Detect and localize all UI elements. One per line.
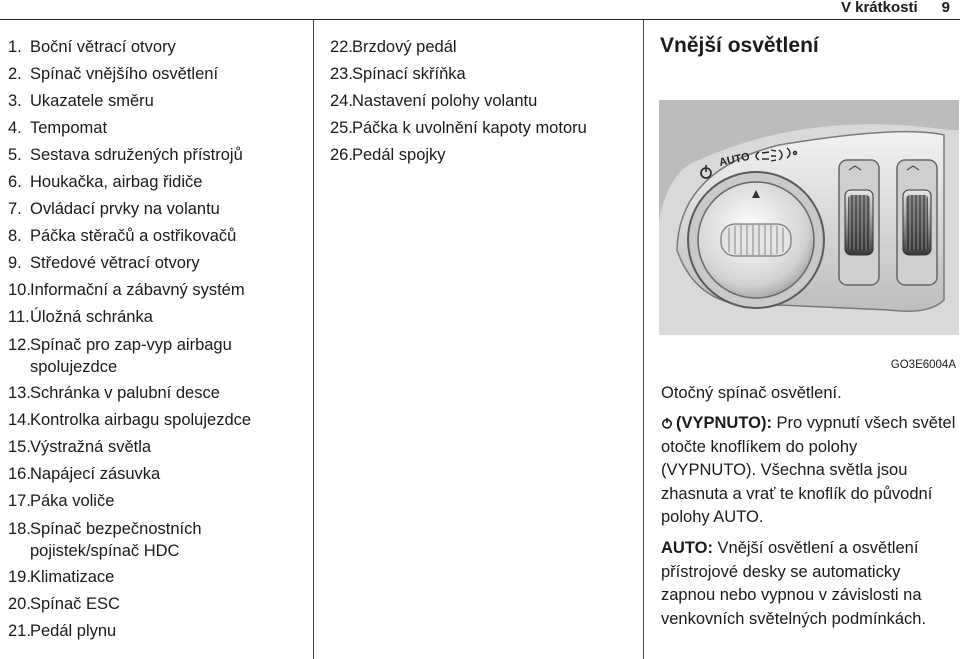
item-number: 22. (330, 38, 353, 56)
item-text: Klimatizace (30, 568, 115, 586)
figure-code: GO3E6004A (890, 359, 956, 371)
item-text: Informační a zábavný systém (30, 281, 245, 299)
item-number: 18. (8, 520, 31, 538)
item-text: Ovládací prvky na volantu (30, 200, 220, 218)
running-header (841, 0, 950, 16)
item-number: 23. (330, 65, 353, 83)
item-number: 4. (8, 119, 22, 137)
power-icon (661, 417, 673, 429)
item-number: 21. (8, 622, 31, 640)
item-text: Napájecí zásuvka (30, 465, 161, 483)
item-number: 12. (8, 336, 31, 354)
list-item (8, 488, 308, 515)
item-text: Spínač vnějšího osvětlení (30, 65, 219, 83)
item-text: Spínač pro zap-vyp airbagu spolujezdce (30, 336, 232, 376)
item-text: Tempomat (30, 119, 108, 137)
list-item (8, 61, 308, 88)
item-number: 26. (330, 146, 353, 164)
item-text: Pedál spojky (352, 146, 446, 164)
column-divider (313, 20, 314, 659)
list-item (8, 331, 308, 380)
item-number: 3. (8, 92, 22, 110)
section-name: V krátkosti (840, 0, 918, 16)
column-divider (643, 20, 644, 659)
item-number: 8. (8, 227, 22, 245)
list-item (8, 461, 308, 488)
list-item (8, 434, 308, 461)
auto-label: AUTO: (661, 539, 713, 557)
list-item (330, 88, 635, 115)
item-number: 17. (8, 492, 31, 510)
component-list-left (8, 34, 308, 645)
light-switch-illustration (659, 100, 959, 375)
list-item (8, 407, 308, 434)
list-item (8, 564, 308, 591)
page-number: 9 (941, 0, 950, 16)
item-number: 25. (330, 119, 353, 137)
item-number: 15. (8, 438, 31, 456)
item-number: 5. (8, 146, 22, 164)
item-number: 20. (8, 595, 31, 613)
list-item (8, 515, 308, 564)
list-item (8, 250, 308, 277)
list-item (8, 115, 308, 142)
figure-caption: Otočný spínač osvětlení. (661, 384, 842, 402)
list-item (330, 115, 635, 142)
list-item (8, 196, 308, 223)
item-text: Páka voliče (30, 492, 115, 510)
item-text: Kontrolka airbagu spolujezdce (30, 411, 252, 429)
item-text: Výstražná světla (30, 438, 152, 456)
list-item (8, 277, 308, 304)
item-number: 19. (8, 568, 31, 586)
component-list-middle (330, 34, 635, 169)
item-number: 11. (8, 308, 30, 326)
item-text: Úložná schránka (30, 308, 153, 326)
item-text: Středové větrací otvory (30, 254, 200, 272)
list-item (8, 223, 308, 250)
item-text: Páčka stěračů a ostřikovačů (30, 227, 237, 245)
list-item (8, 591, 308, 618)
list-item (8, 34, 308, 61)
item-text: Páčka k uvolnění kapoty motoru (352, 119, 587, 137)
item-number: 10. (8, 281, 31, 299)
item-text: Spínač bezpečnostních pojistek/spínač HDC (30, 520, 202, 560)
item-text: Brzdový pedál (352, 38, 457, 56)
item-text: Pedál plynu (30, 622, 117, 640)
header-rule (0, 19, 960, 20)
item-text: Boční větrací otvory (30, 38, 176, 56)
list-item (8, 304, 308, 331)
item-text: Spínač ESC (30, 595, 120, 613)
item-text: Sestava sdružených přístrojů (30, 146, 243, 164)
auto-position-description (661, 537, 956, 631)
item-number: 2. (8, 65, 22, 83)
list-item (330, 34, 635, 61)
list-item (8, 169, 308, 196)
auto-marking: AUTO (718, 150, 751, 169)
off-label: (VYPNUTO): (676, 414, 772, 432)
item-text: Spínací skříňka (352, 65, 466, 83)
off-text: Pro vypnutí všech světel otočte knoflíkem do polohy (VYPNUTO). Všechna světla jsou zhasnuta a vrať te knoflík do původní polohy AUTO. (661, 414, 956, 526)
item-number: 6. (8, 173, 22, 191)
item-number: 1. (8, 38, 22, 56)
item-number: 7. (8, 200, 22, 218)
item-number: 24. (330, 92, 353, 110)
list-item (330, 142, 635, 169)
item-text: Schránka v palubní desce (30, 384, 220, 402)
item-text: Ukazatele směru (30, 92, 154, 110)
list-item (8, 142, 308, 169)
list-item (330, 61, 635, 88)
item-text: Houkačka, airbag řidiče (30, 173, 203, 191)
item-number: 9. (8, 254, 22, 272)
list-item (8, 380, 308, 407)
section-title: Vnější osvětlení (660, 34, 819, 57)
item-number: 13. (8, 384, 31, 402)
light-switch-figure (659, 100, 959, 375)
list-item (8, 618, 308, 645)
item-number: 14. (8, 411, 31, 429)
off-position-description (661, 412, 956, 530)
item-number: 16. (8, 465, 31, 483)
auto-text: Vnější osvětlení a osvětlení přístrojové desky se automaticky zapnou nebo vypnou v závislosti na venkovních světelných podmínkách. (661, 539, 927, 628)
item-text: Nastavení polohy volantu (352, 92, 538, 110)
list-item (8, 88, 308, 115)
